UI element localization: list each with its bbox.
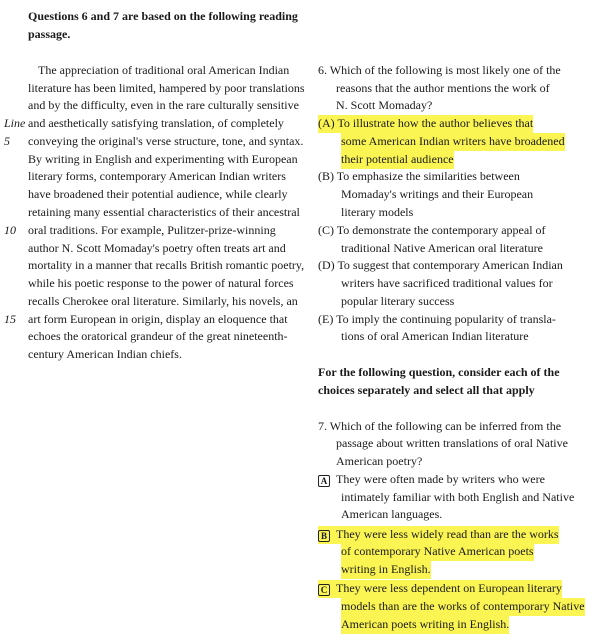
passage-line: century American Indian chiefs.: [28, 347, 182, 361]
select-all-instruction-line2: choices separately and select all that apply: [318, 383, 535, 397]
select-all-instruction-line1: For the following question, consider each of the: [318, 365, 560, 379]
q7-choice-b-first-line: [318, 526, 559, 544]
passage-line: mortality in a manner that recalls British romantic poetry,: [28, 258, 305, 272]
passage-header-line1: Questions 6 and 7 are based on the following reading: [28, 9, 298, 23]
passage-line: while his poetic response to the power of natural forces: [28, 276, 294, 290]
line-number-15: 15: [4, 312, 16, 326]
q7-choice-a-line: intimately familiar with both English and Native: [341, 490, 575, 504]
q7-choice-a-line: American languages.: [341, 507, 443, 521]
q7-stem-line: 7. Which of the following can be inferred from the: [318, 419, 562, 433]
q6-choice-a-line: some American Indian writers have broadened: [341, 133, 565, 151]
q7-choice-b-line: They were less widely read than are the works: [336, 527, 559, 541]
passage-line: echoes the oratorical grandeur of the great nineteenth-: [28, 329, 288, 343]
q7-choice-a-first-line: [318, 471, 545, 489]
passage-line: By writing in English and experimenting with European: [28, 152, 298, 166]
checkbox-c[interactable]: C: [318, 584, 330, 596]
checkbox-b[interactable]: B: [318, 530, 330, 542]
passage-line: literature has been limited, hampered by poor translations: [28, 81, 305, 95]
q7-choice-b-line: of contemporary Native American poets: [341, 543, 534, 561]
q7-choice-c-line: American poets writing in English.: [341, 616, 509, 634]
q6-choice-b-line: Momaday's writings and their European: [341, 187, 534, 201]
line-number-5: 5: [4, 134, 10, 148]
line-number-10: 10: [4, 223, 16, 237]
q6-choice-e-line: tions of oral American Indian literature: [341, 329, 529, 343]
q7-choice-c-first-line: [318, 580, 562, 598]
q6-choice-d-line: writers have sacrificed traditional values for: [341, 276, 553, 290]
q6-stem-line: 6. Which of the following is most likely one of the: [318, 63, 561, 77]
q6-choice-d-line: popular literary success: [341, 294, 455, 308]
line-label: Line: [4, 116, 26, 130]
passage-line: and by the difficulty, even in the rare culturally sensitive: [28, 98, 299, 112]
q6-choice-c-line: traditional Native American oral literature: [341, 241, 543, 255]
passage-line: The appreciation of traditional oral American Indian: [38, 63, 290, 77]
passage-line: retaining many essential characteristics of their ancestral: [28, 205, 300, 219]
passage-line: recalls Cherokee oral literature. Similarly, his novels, an: [28, 294, 298, 308]
q7-choice-c-line: models than are the works of contemporary Native: [341, 598, 585, 616]
passage-header-line2: passage.: [28, 27, 71, 41]
q7-stem-line: passage about written translations of oral Native: [336, 436, 568, 450]
q6-stem-line: N. Scott Momaday?: [336, 98, 433, 112]
q7-stem-line: American poetry?: [336, 454, 423, 468]
q7-choice-a-line: They were often made by writers who were: [336, 472, 545, 486]
checkbox-a[interactable]: A: [318, 475, 330, 487]
q6-choice-a-line: (A) To illustrate how the author believes that: [318, 115, 533, 133]
q6-choice-e-line: (E) To imply the continuing popularity of transla-: [318, 312, 556, 326]
q6-choice-a-line: their potential audience: [341, 151, 454, 169]
passage-line: oral traditions. For example, Pulitzer-prize-winning: [28, 223, 276, 237]
q7-choice-b-line: writing in English.: [341, 561, 431, 579]
passage-line: art form European in origin, display an eloquence that: [28, 312, 288, 326]
q7-choice-c-line: They were less dependent on European literary: [336, 581, 562, 595]
passage-line: literary forms, contemporary American Indian writers: [28, 169, 286, 183]
passage-line: and aesthetically satisfying translation, of completely: [28, 116, 284, 130]
q6-choice-b-line: (B) To emphasize the similarities between: [318, 169, 520, 183]
q6-choice-c-line: (C) To demonstrate the contemporary appeal of: [318, 223, 546, 237]
passage-line: have broadened their potential audience, while clearly: [28, 187, 288, 201]
q6-choice-d-line: (D) To suggest that contemporary American Indian: [318, 258, 563, 272]
q6-stem-line: reasons that the author mentions the work of: [336, 81, 550, 95]
passage-line: author N. Scott Momaday's poetry often treats art and: [28, 241, 286, 255]
passage-line: conveying the original's verse structure, tone, and syntax.: [28, 134, 304, 148]
q6-choice-b-line: literary models: [341, 205, 414, 219]
